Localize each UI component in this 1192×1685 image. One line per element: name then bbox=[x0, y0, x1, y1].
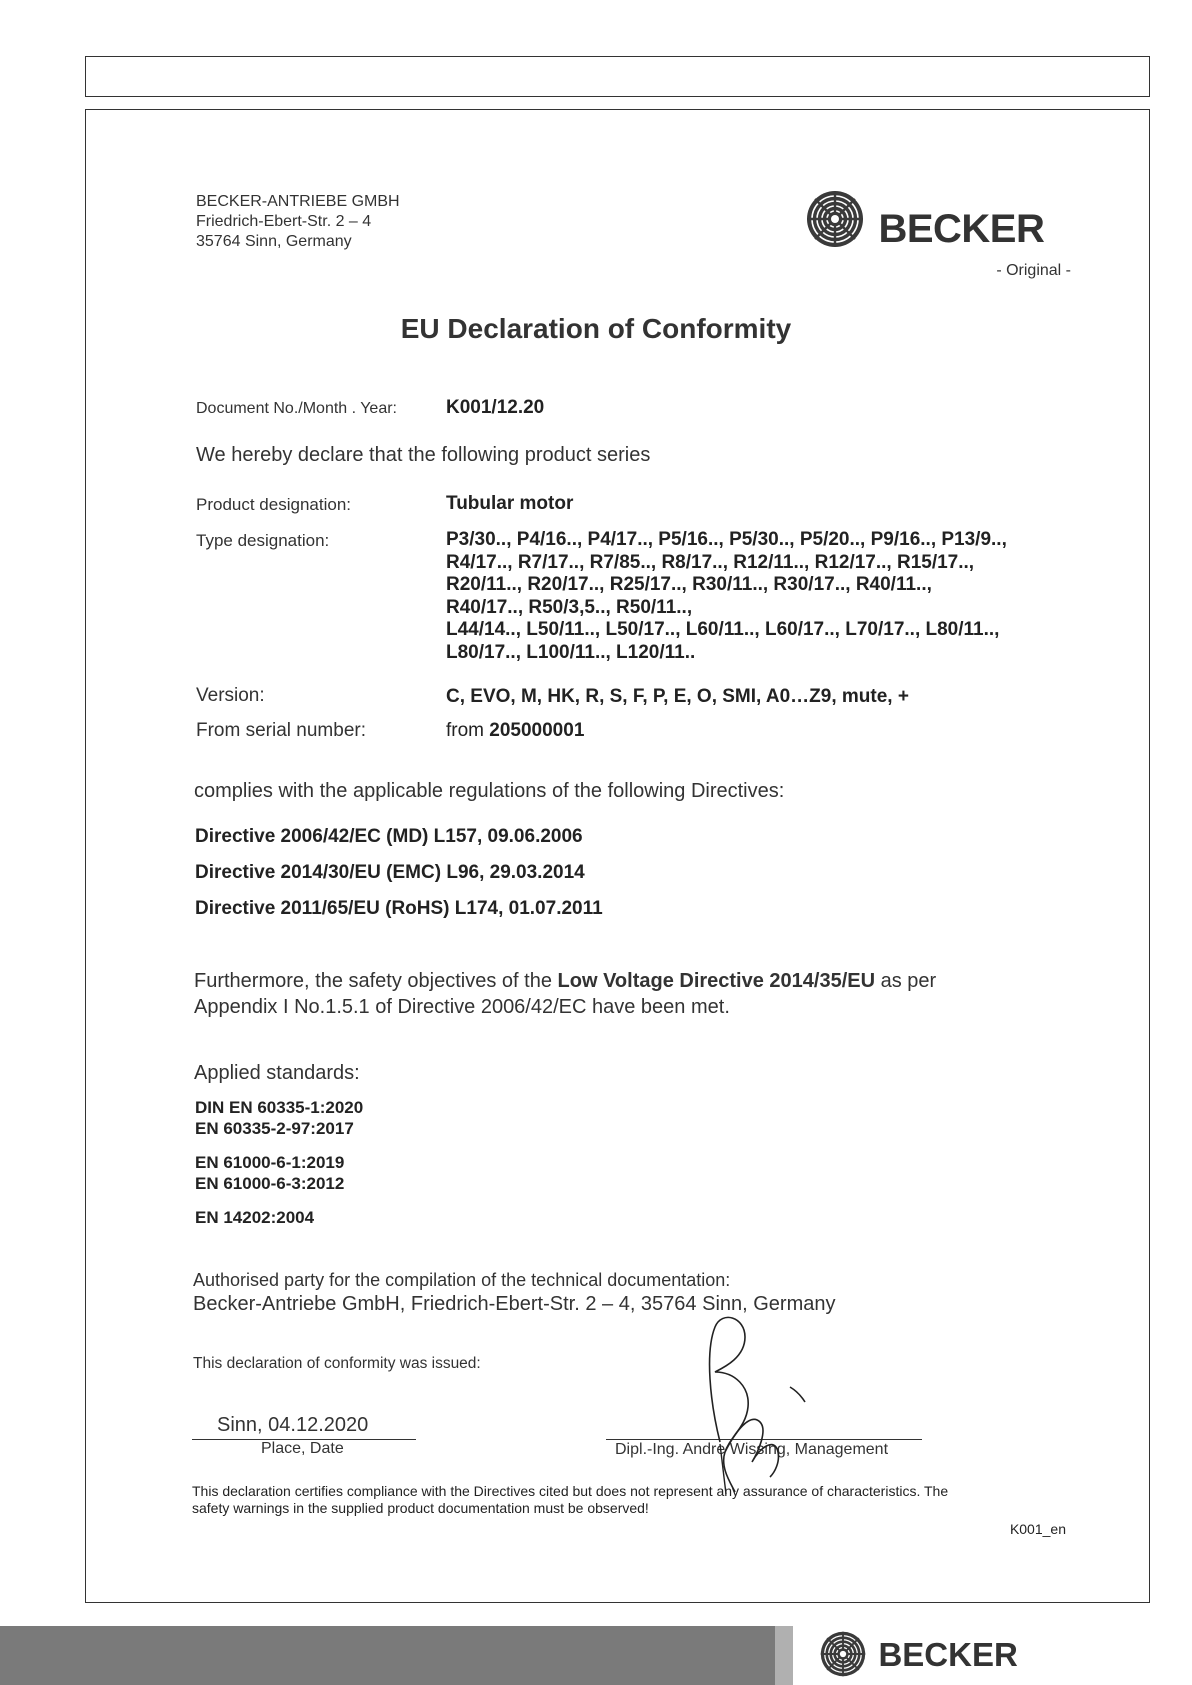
furthermore-suffix: as per bbox=[875, 970, 937, 992]
standards-label: Applied standards: bbox=[194, 1062, 360, 1084]
standard-item: DIN EN 60335-1:2020 bbox=[195, 1098, 364, 1117]
becker-logo bbox=[806, 190, 1044, 258]
signatory-name: Dipl.-Ing. Andre Wissing, Management bbox=[615, 1441, 889, 1458]
header-frame bbox=[85, 56, 1150, 97]
directive-rohs: Directive 2011/65/EU (RoHS) L174, 01.07.2011 bbox=[195, 898, 603, 919]
type-line: L80/17.., L100/11.., L120/11.. bbox=[446, 641, 696, 663]
product-value: Tubular motor bbox=[446, 493, 574, 514]
declare-text: We hereby declare that the following product series bbox=[196, 444, 651, 466]
type-label: Type designation: bbox=[196, 531, 330, 550]
serial-prefix: from bbox=[446, 720, 484, 741]
standards-group bbox=[195, 1152, 344, 1194]
type-line: R4/17.., R7/17.., R7/85.., R8/17.., R12/11.., R12/17.., R15/17.., bbox=[446, 551, 975, 573]
directive-md: Directive 2006/42/EC (MD) L157, 09.06.2006 bbox=[195, 826, 583, 847]
company-address bbox=[196, 192, 400, 252]
standard-item: EN 61000-6-3:2012 bbox=[195, 1174, 345, 1193]
issued-text: This declaration of conformity was issued: bbox=[193, 1355, 481, 1372]
standard-item: EN 61000-6-1:2019 bbox=[195, 1153, 345, 1172]
version-label: Version: bbox=[196, 685, 265, 706]
place-date-label: Place, Date bbox=[261, 1440, 344, 1457]
product-label: Product designation: bbox=[196, 495, 351, 514]
type-line: R20/11.., R20/17.., R25/17.., R30/11.., R30/17.., R40/11.., bbox=[446, 574, 932, 595]
doc-no-value: K001/12.20 bbox=[446, 397, 545, 418]
footer-bar-accent bbox=[775, 1626, 793, 1685]
version-value: C, EVO, M, HK, R, S, F, P, E, O, SMI, A0…Z9, mute, + bbox=[446, 686, 909, 707]
footer-logo-text: BECKER bbox=[878, 1636, 1018, 1673]
disclaimer-line: safety warnings in the supplied product documentation must be observed! bbox=[192, 1500, 649, 1516]
standards-group bbox=[195, 1097, 363, 1139]
place-date-value: Sinn, 04.12.2020 bbox=[217, 1414, 369, 1436]
complies-text: complies with the applicable regulations of the following Directives: bbox=[194, 780, 785, 802]
doc-code: K001_en bbox=[1009, 1521, 1066, 1537]
standard-item: EN 60335-2-97:2017 bbox=[195, 1119, 354, 1138]
type-line: P3/30.., P4/16.., P4/17.., P5/16.., P5/30.., P5/20.., P9/16.., P13/9.., bbox=[446, 529, 1007, 550]
signature-icon bbox=[690, 1312, 830, 1497]
furthermore-line1 bbox=[194, 970, 936, 993]
type-list bbox=[446, 529, 1007, 664]
authorised-line2: Becker-Antriebe GmbH, Friedrich-Ebert-Str. 2 – 4, 35764 Sinn, Germany bbox=[193, 1293, 836, 1315]
standard-item: EN 14202:2004 bbox=[195, 1208, 315, 1227]
furthermore-prefix: Furthermore, the safety objectives of the bbox=[194, 970, 558, 992]
becker-logo-disc-icon bbox=[806, 190, 864, 248]
becker-logo-disc-icon bbox=[820, 1631, 866, 1677]
page-title: EU Declaration of Conformity bbox=[400, 313, 792, 344]
doc-no-label: Document No./Month . Year: bbox=[196, 400, 397, 417]
logo-text: BECKER bbox=[878, 207, 1045, 251]
standards-group bbox=[195, 1207, 314, 1228]
lvd-directive: Low Voltage Directive 2014/35/EU bbox=[557, 970, 876, 992]
furthermore-line2: Appendix I No.1.5.1 of Directive 2006/42/EC have been met. bbox=[194, 996, 730, 1018]
type-line: R40/17.., R50/3,5.., R50/11.., bbox=[446, 596, 693, 618]
footer-bar bbox=[0, 1626, 775, 1685]
type-line: L44/14.., L50/11.., L50/17.., L60/11.., L60/17.., L70/17.., L80/11.., bbox=[446, 619, 1000, 640]
serial-label: From serial number: bbox=[196, 720, 366, 741]
serial-value: 205000001 bbox=[489, 720, 585, 741]
footer-logo bbox=[820, 1631, 1018, 1685]
serial-value-line bbox=[446, 720, 584, 742]
company-street: Friedrich-Ebert-Str. 2 – 4 bbox=[196, 213, 372, 230]
disclaimer bbox=[192, 1483, 948, 1517]
original-label: - Original - bbox=[996, 262, 1071, 279]
company-name: BECKER-ANTRIEBE GMBH bbox=[196, 193, 400, 210]
company-city: 35764 Sinn, Germany bbox=[196, 233, 352, 250]
directive-emc: Directive 2014/30/EU (EMC) L96, 29.03.2014 bbox=[195, 862, 585, 883]
disclaimer-line: This declaration certifies compliance with the Directives cited but does not represent any assurance of characteristics. The bbox=[192, 1483, 949, 1499]
authorised-line1: Authorised party for the compilation of the technical documentation: bbox=[193, 1270, 731, 1290]
